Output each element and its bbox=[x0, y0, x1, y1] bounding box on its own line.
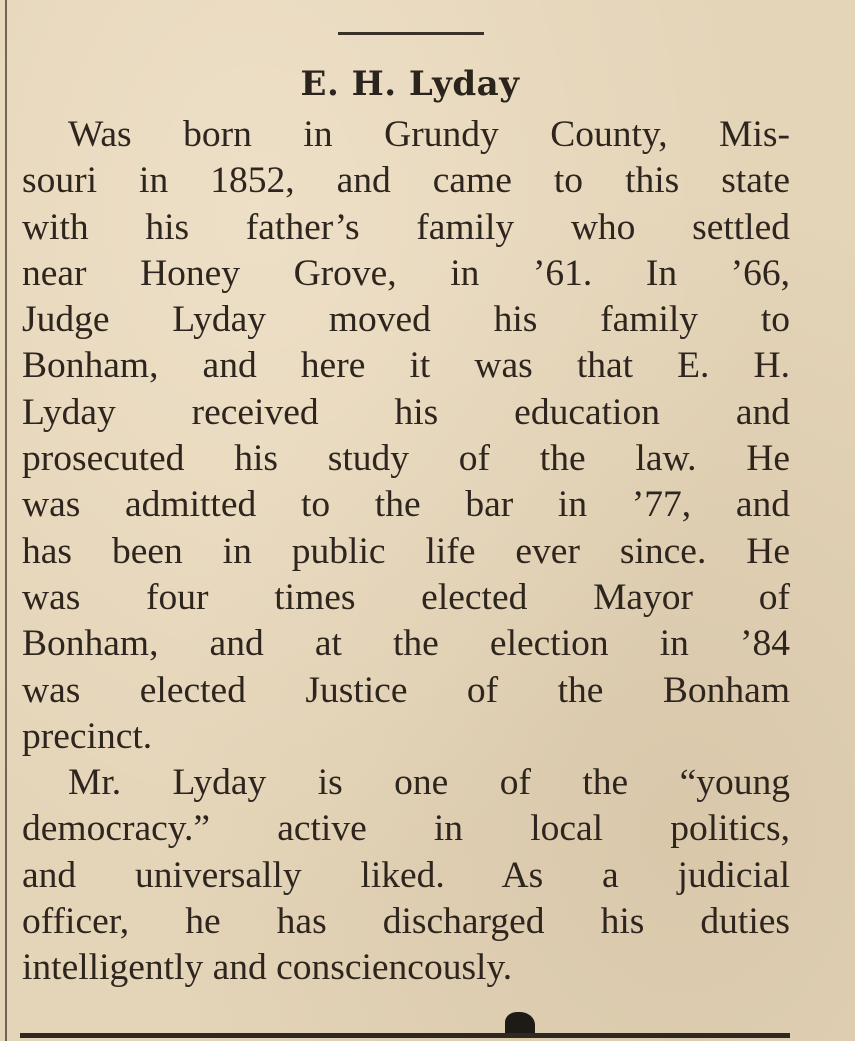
text-line: Bonham, and here it was that E. H. bbox=[22, 345, 790, 387]
article-body bbox=[22, 112, 790, 992]
separator-rule-top bbox=[338, 32, 484, 35]
article-title: E. H. Lyday bbox=[300, 64, 520, 104]
text-line: with his father’s family who settled bbox=[22, 206, 790, 248]
text-line: Judge Lyday moved his family to bbox=[22, 299, 790, 341]
text-line: near Honey Grove, in ’61. In ’66, bbox=[22, 252, 790, 294]
text-line: has been in public life ever since. He bbox=[22, 530, 790, 572]
text-line: was elected Justice of the Bonham bbox=[22, 669, 790, 711]
separator-rule-bottom bbox=[20, 1033, 790, 1038]
text-line: Mr. Lyday is one of the “young bbox=[68, 762, 790, 804]
text-line: was four times elected Mayor of bbox=[22, 576, 790, 618]
text-line: and universally liked. As a judicial bbox=[22, 854, 790, 896]
text-line: was admitted to the bar in ’77, and bbox=[22, 484, 790, 526]
text-line: precinct. bbox=[22, 715, 153, 757]
text-line: democracy.” active in local politics, bbox=[22, 808, 790, 850]
text-line: intelligently and consciencously. bbox=[22, 947, 513, 989]
text-line: officer, he has discharged his duties bbox=[22, 901, 790, 943]
column-rule-left bbox=[5, 0, 7, 1041]
article-paragraph bbox=[22, 112, 790, 760]
text-line: prosecuted his study of the law. He bbox=[22, 438, 790, 480]
text-line: Lyday received his education and bbox=[22, 391, 790, 433]
article-paragraph bbox=[22, 760, 790, 991]
text-line: Bonham, and at the election in ’84 bbox=[22, 623, 790, 665]
text-line: Was born in Grundy County, Mis- bbox=[68, 114, 790, 155]
text-line: souri in 1852, and came to this state bbox=[22, 160, 790, 202]
